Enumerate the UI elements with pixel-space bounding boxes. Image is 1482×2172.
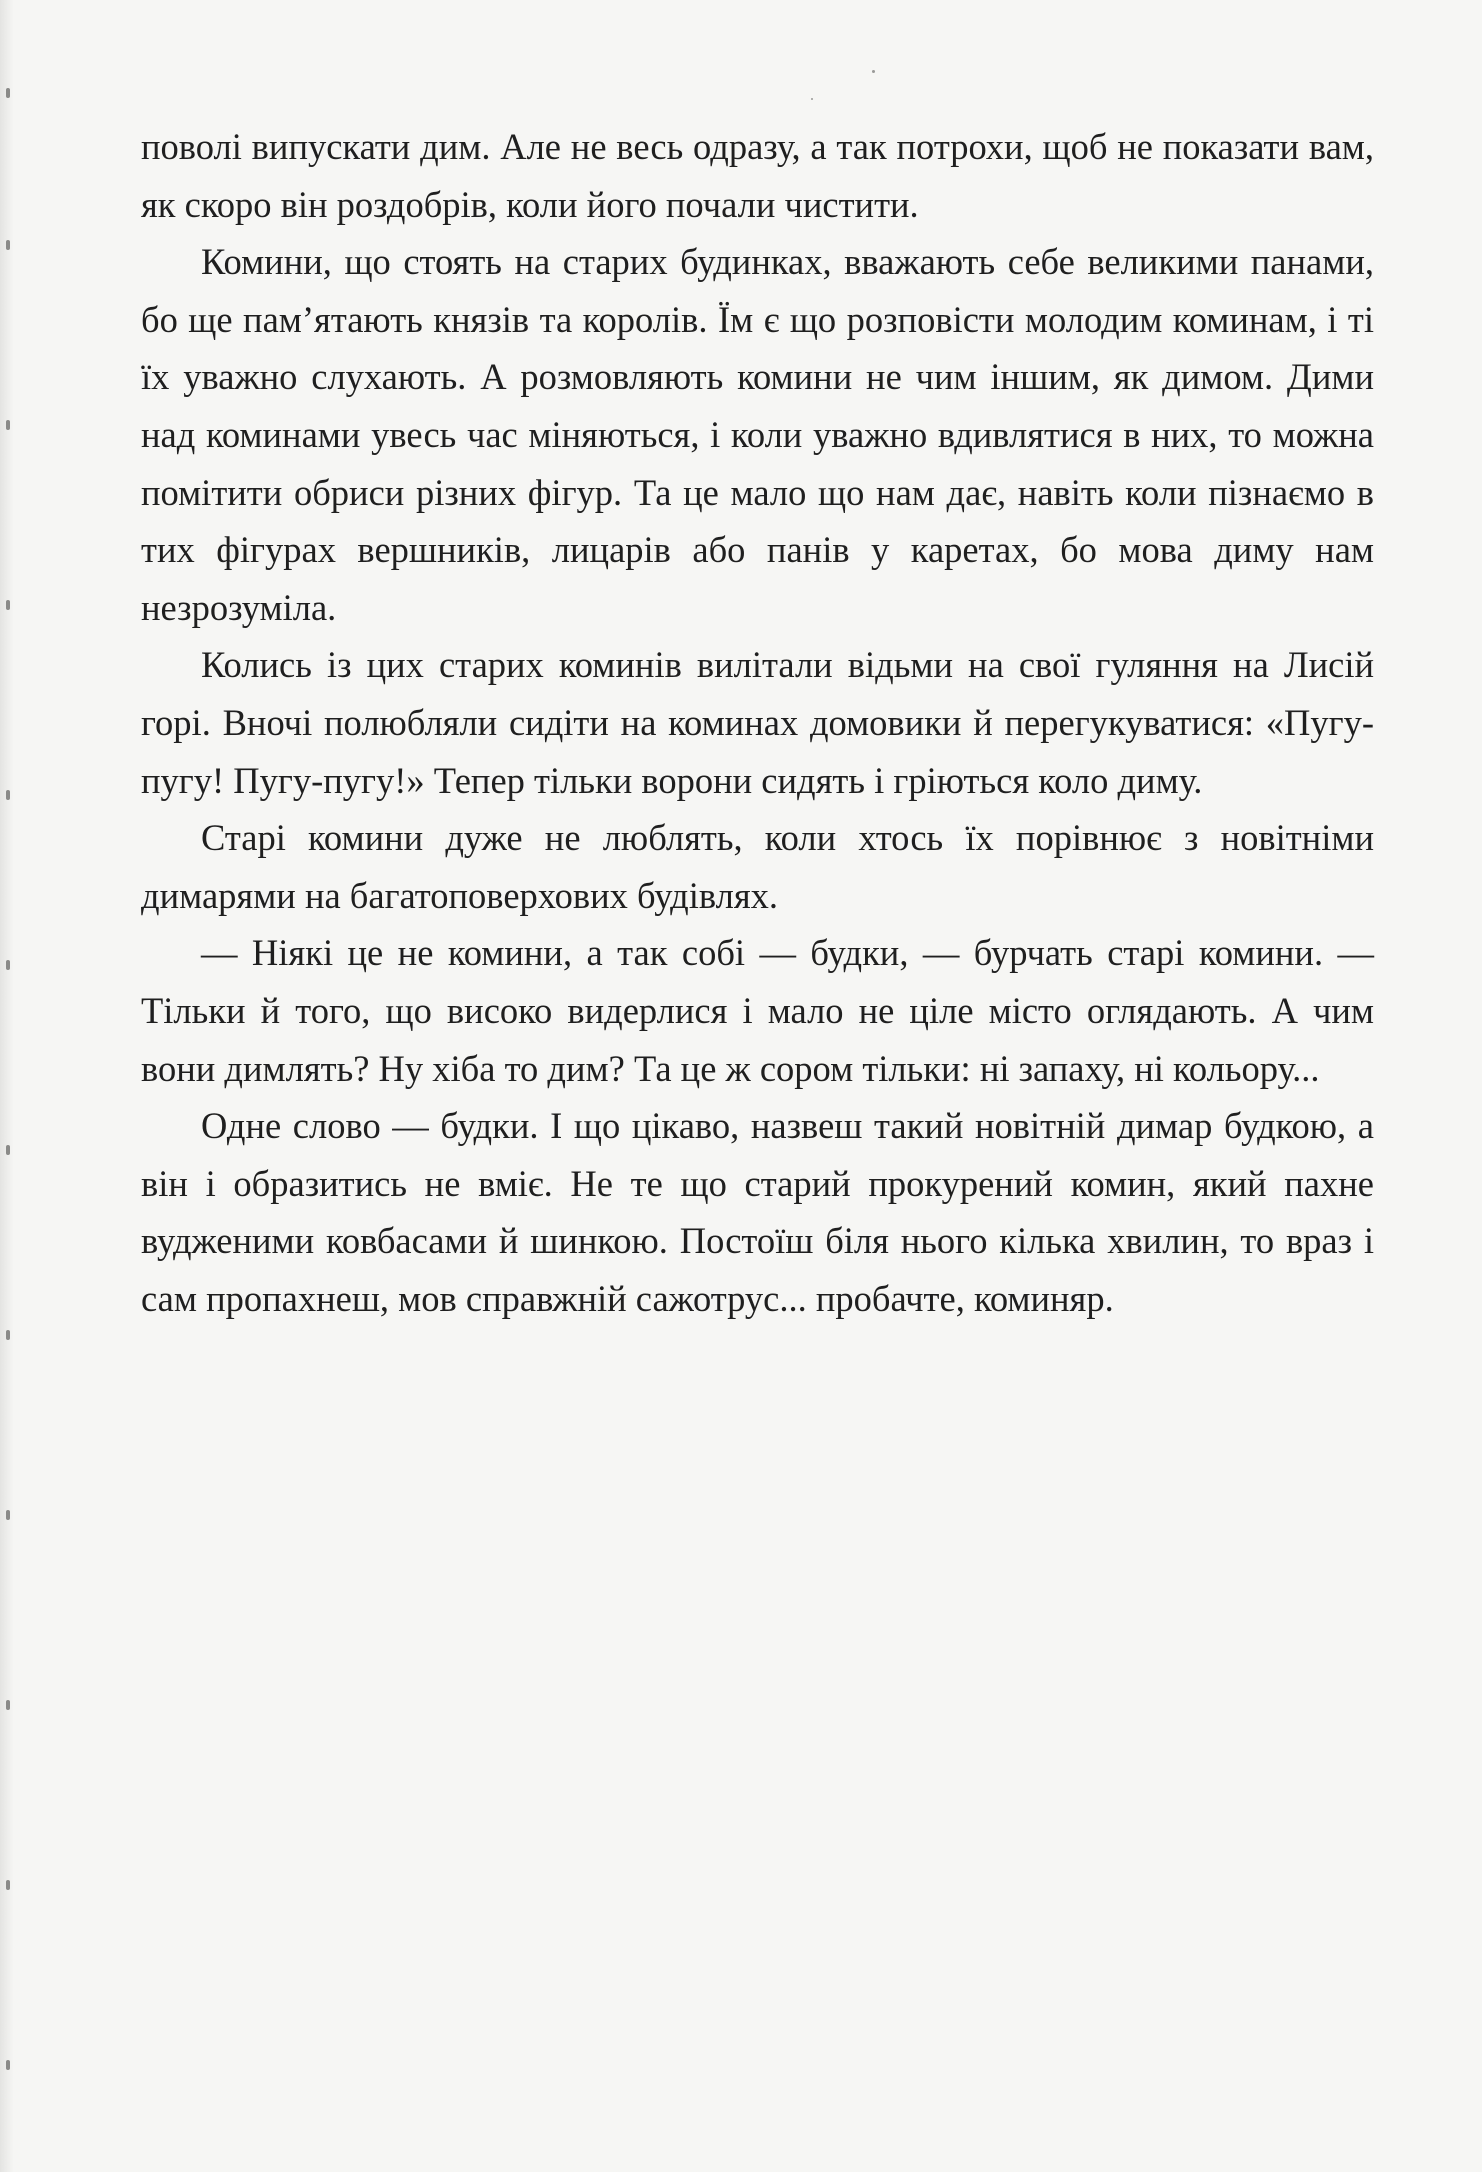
binding-stitch bbox=[6, 960, 10, 970]
paragraph: Колись із цих старих коминів вилітали відьми на свої гуляння на Лисій горі. Вночі полюбляли сидіти на коминах домовики й перегукуватися: «Пугу-пугу! Пугу-пугу!» Тепер тільки ворони сидять і гріються коло диму. bbox=[141, 644, 1374, 801]
binding-stitch bbox=[6, 240, 10, 250]
paper-speck bbox=[811, 98, 813, 100]
paragraph: Одне слово — будки. І що цікаво, назвеш такий новітній димар будкою, а він і образитись не вміє. Не те що старий прокурений комин, який пахне вудженими ковбасами й шинкою. Постоїш біля нього кілька хвилин, то враз і сам пропахнеш, мов справжній сажотрус... пробачте, коминяр. bbox=[141, 1105, 1374, 1319]
paragraph: Комини, що стоять на старих будинках, вважають себе великими панами, бо ще пам’ятають князів та королів. Їм є що розповісти молодим коминам, і ті їх уважно слухають. А розмовляють комини не чим іншим, як димом. Дими над коминами увесь час міняються, і коли уважно вдивлятися в них, то можна помітити обриси різних фігур. Та це мало що нам дає, навіть коли пізнаємо в тих фігурах вершників, лицарів або панів у каретах, бо мова диму нам незрозуміла. bbox=[141, 241, 1374, 628]
binding-stitch bbox=[6, 88, 10, 98]
binding-stitch bbox=[6, 2060, 10, 2070]
binding-stitch bbox=[6, 790, 10, 800]
paragraph: — Ніякі це не комини, а так собі — будки, — бурчать старі комини. — Тільки й того, що високо видерлися і мало не ціле місто оглядають. А чим вони димлять? Ну хіба то дим? Та це ж сором тільки: ні запаху, ні кольору... bbox=[141, 932, 1374, 1089]
page-binding-edge bbox=[0, 0, 14, 2172]
paragraph: поволі випускати дим. Але не весь одразу, а так потрохи, щоб не показати вам, як скоро він роздобрів, коли його почали чистити. bbox=[141, 126, 1374, 225]
binding-stitch bbox=[6, 1510, 10, 1520]
paper-speck bbox=[872, 70, 875, 73]
binding-stitch bbox=[6, 600, 10, 610]
binding-stitch bbox=[6, 1330, 10, 1340]
binding-stitch bbox=[6, 1880, 10, 1890]
binding-stitch bbox=[6, 420, 10, 430]
binding-stitch bbox=[6, 1700, 10, 1710]
body-text bbox=[141, 118, 1374, 1327]
paragraph: Старі комини дуже не люблять, коли хтось їх порівнює з новітніми димарями на багатоповерхових будівлях. bbox=[141, 817, 1374, 916]
binding-stitch bbox=[6, 1145, 10, 1155]
